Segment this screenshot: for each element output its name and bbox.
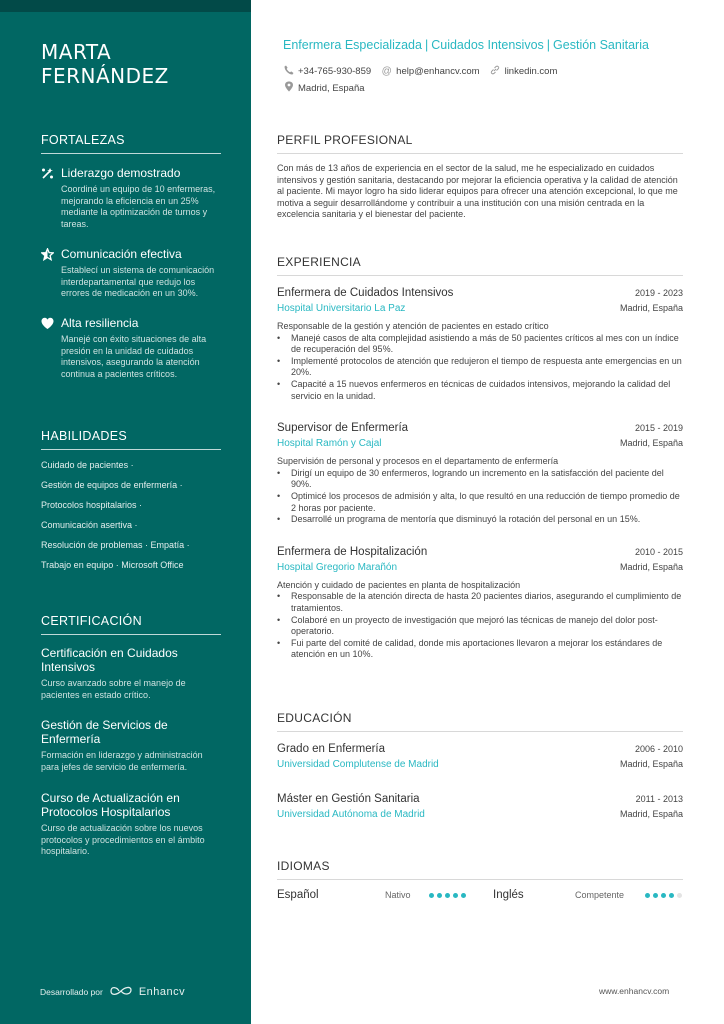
section-title: EXPERIENCIA <box>277 255 683 276</box>
education-entry <box>277 793 683 820</box>
certification-description: Curso de actualización sobre los nuevos protocolos y procedimientos en el ámbito hospitalario. <box>41 822 205 857</box>
headline-part: Cuidados Intensivos <box>431 38 544 52</box>
school-name: Universidad Complutense de Madrid <box>277 759 439 770</box>
job-bullets <box>277 333 683 403</box>
rating-dot-filled <box>445 893 450 898</box>
certification-title: Curso de Actualización en Protocolos Hospitalarios <box>41 790 180 819</box>
job-dates: 2015 - 2019 <box>634 423 683 434</box>
brand-name: Enhancv <box>138 986 186 998</box>
bullet-item: • Implementé protocolos de atención que redujeron el tiempo de respuesta ante emergencias en un 20%. <box>277 356 683 379</box>
powered-by-label: Desarrollado por <box>40 987 103 997</box>
language-rating <box>645 893 682 898</box>
job-bullets <box>277 591 683 661</box>
skill-line: Cuidado de pacientes · <box>41 460 134 470</box>
education-dates: 2011 - 2013 <box>635 794 683 804</box>
degree-title: Grado en Enfermería <box>277 743 386 755</box>
job-entry <box>277 422 683 526</box>
contact-phone[interactable] <box>283 65 371 78</box>
rating-dot-empty <box>677 893 682 898</box>
summary-section <box>277 133 683 221</box>
at-icon: @ <box>381 65 392 77</box>
summary-text: Con más de 13 años de experiencia en el sector de la salud, me he especializado en cuidados intensivos y gestión sanitaria, destacando por mejorar la eficiencia operativa y la calidad de atención al paciente. Mi mayor logro ha sido liderar equipos para ofrecer una atención excepcional, lo que me motiva a seguir desarrollándome y contribuir a una institución con una misión centrada en la excelencia sanitaria y el bienestar del paciente. <box>277 163 678 220</box>
job-description: Supervisión de personal y procesos en el departamento de enfermería <box>277 456 559 467</box>
section-title: PERFIL PROFESIONAL <box>277 133 683 154</box>
bullet-item: • Optimicé los procesos de admisión y alta, lo que resultó en una reducción de tiempo promedio de 2 horas por paciente. <box>277 491 683 514</box>
headline-separator: | <box>546 38 551 52</box>
education-section <box>277 711 683 820</box>
rating-dot-filled <box>661 893 666 898</box>
strength-item <box>41 247 221 300</box>
strength-description: Establecí un sistema de comunicación interdepartamental que redujo los errores de medicación en un 30%. <box>61 264 215 299</box>
phone-icon <box>283 65 294 78</box>
job-entry <box>277 287 683 402</box>
certifications-section <box>41 614 221 858</box>
link-icon <box>490 65 501 78</box>
language-level: Competente <box>575 890 625 900</box>
phone-value: +34-765-930-859 <box>298 65 372 77</box>
strength-description: Coordiné un equipo de 10 enfermeras, mejorando la eficiencia en un 25% mediante la optimización de turnos y tareas. <box>61 184 216 230</box>
rating-dot-filled <box>669 893 674 898</box>
job-title: Enfermera de Hospitalización <box>277 545 428 558</box>
section-title: CERTIFICACIÓN <box>41 614 221 635</box>
certification-item <box>41 646 221 701</box>
bullet-item: • Colaboré en un proyecto de investigación que mejoró las técnicas de manejo del dolor post-operatorio. <box>277 615 683 638</box>
certification-title: Certificación en Cuidados Intensivos <box>41 646 178 674</box>
email-value: help@enhancv.com <box>396 65 480 77</box>
powered-by <box>40 985 185 999</box>
strength-title: Alta resiliencia <box>61 315 139 330</box>
company-name: Hospital Ramón y Cajal <box>277 438 382 450</box>
last-name: FERNÁNDEZ <box>41 64 169 88</box>
rating-dot-filled <box>437 893 442 898</box>
rating-dot-filled <box>429 893 434 898</box>
education-location: Madrid, España <box>619 809 683 819</box>
sidebar-top-bar <box>0 0 251 12</box>
section-title: EDUCACIÓN <box>277 711 683 732</box>
headline-part: Gestión Sanitaria <box>553 38 649 52</box>
company-name: Hospital Universitario La Paz <box>277 303 406 314</box>
skills-section <box>41 429 221 580</box>
enhancv-logo-icon <box>109 985 133 999</box>
certification-item <box>41 718 221 773</box>
language-name: Inglés <box>493 889 524 901</box>
job-location: Madrid, España <box>619 561 683 572</box>
job-location: Madrid, España <box>619 438 683 449</box>
footer-url[interactable]: www.enhancv.com <box>599 986 670 996</box>
skill-line: Trabajo en equipo · Microsoft Office <box>41 560 184 570</box>
candidate-name <box>41 40 169 88</box>
job-dates: 2019 - 2023 <box>634 288 683 298</box>
contact-linkedin[interactable] <box>490 65 558 78</box>
skill-line: Gestión de equipos de enfermería · <box>41 480 183 490</box>
strength-title: Liderazgo demostrado <box>61 166 181 180</box>
contact-location <box>283 81 365 95</box>
degree-title: Máster en Gestión Sanitaria <box>277 793 420 805</box>
headline-part: Enfermera Especializada <box>283 38 422 52</box>
strength-item <box>41 316 221 381</box>
strengths-section <box>41 133 221 381</box>
education-location: Madrid, España <box>619 759 683 769</box>
job-description: Atención y cuidado de pacientes en planta de hospitalización <box>277 579 521 590</box>
bullet-item: • Dirigí un equipo de 30 enfermeros, logrando un incremento en la satisfacción del paciente del 90%. <box>277 468 683 491</box>
bullet-item: • Manejé casos de alta complejidad asistiendo a más de 50 pacientes críticos al mes con un índice de recuperación del 95%. <box>277 333 683 356</box>
linkedin-value: linkedin.com <box>504 65 558 77</box>
certification-description: Formación en liderazgo y administración para jefes de servicio de enfermería. <box>41 750 203 773</box>
experience-section <box>277 255 683 661</box>
language-level: Nativo <box>385 890 411 900</box>
section-title: IDIOMAS <box>277 859 683 880</box>
strength-description: Manejé con éxito situaciones de alta presión en la unidad de cuidados intensivos, asegurando la atención continua a pacientes críticos. <box>61 333 207 380</box>
skill-line: Protocolos hospitalarios · <box>41 500 143 510</box>
bullet-item: • Fui parte del comité de calidad, donde mis aportaciones llevaron a mejorar los estándares de atención en un 10%. <box>277 638 683 661</box>
languages-row <box>277 889 683 901</box>
bullet-item: • Desarrollé un programa de mentoría que disminuyó la rotación del personal en un 15%. <box>277 514 683 526</box>
job-title: Supervisor de Enfermería <box>277 422 409 435</box>
rating-dot-filled <box>653 893 658 898</box>
rating-dot-filled <box>461 893 466 898</box>
job-entry <box>277 546 683 661</box>
headline-separator: | <box>424 38 429 52</box>
heart-icon <box>41 317 54 330</box>
location-pin-icon <box>283 81 294 95</box>
languages-section <box>277 859 683 901</box>
strength-item <box>41 166 221 231</box>
star-icon <box>41 248 54 261</box>
certification-description: Curso avanzado sobre el manejo de pacientes en estado crítico. <box>41 678 186 700</box>
section-title: FORTALEZAS <box>41 133 221 154</box>
bullet-item: • Capacité a 15 nuevos enfermeros en técnicas de cuidados intensivos, mejorando la calidad del servicio en la unidad. <box>277 379 683 402</box>
rating-dot-filled <box>453 893 458 898</box>
contact-email[interactable] <box>381 66 479 77</box>
first-name: MARTA <box>41 40 112 64</box>
contact-info <box>283 64 557 98</box>
sidebar <box>0 0 251 1024</box>
magic-wand-icon <box>41 167 54 180</box>
skill-line: Comunicación asertiva · <box>41 520 138 530</box>
education-entry <box>277 743 683 770</box>
skill-line: Resolución de problemas · Empatía · <box>41 540 190 550</box>
job-bullets <box>277 468 683 526</box>
main-content <box>277 0 683 1024</box>
skills-list <box>41 460 221 571</box>
school-name: Universidad Autónoma de Madrid <box>277 809 425 820</box>
bullet-item: • Responsable de la atención directa de hasta 20 pacientes diarios, asegurando el cumplimiento de tratamientos. <box>277 591 683 614</box>
location-value: Madrid, España <box>298 82 365 94</box>
rating-dot-filled <box>645 893 650 898</box>
job-location: Madrid, España <box>619 303 683 313</box>
certification-item <box>41 791 221 858</box>
job-dates: 2010 - 2015 <box>634 546 683 557</box>
strength-title: Comunicación efectiva <box>61 246 182 261</box>
language-rating <box>429 893 493 898</box>
certification-title: Gestión de Servicios de Enfermería <box>41 718 168 747</box>
job-description: Responsable de la gestión y atención de pacientes en estado crítico <box>277 321 549 331</box>
company-name: Hospital Gregorio Marañón <box>277 561 398 573</box>
language-name: Español <box>277 889 319 901</box>
headline <box>283 38 649 52</box>
section-title: HABILIDADES <box>41 429 221 450</box>
job-title: Enfermera de Cuidados Intensivos <box>277 287 454 299</box>
education-dates: 2006 - 2010 <box>634 744 683 754</box>
